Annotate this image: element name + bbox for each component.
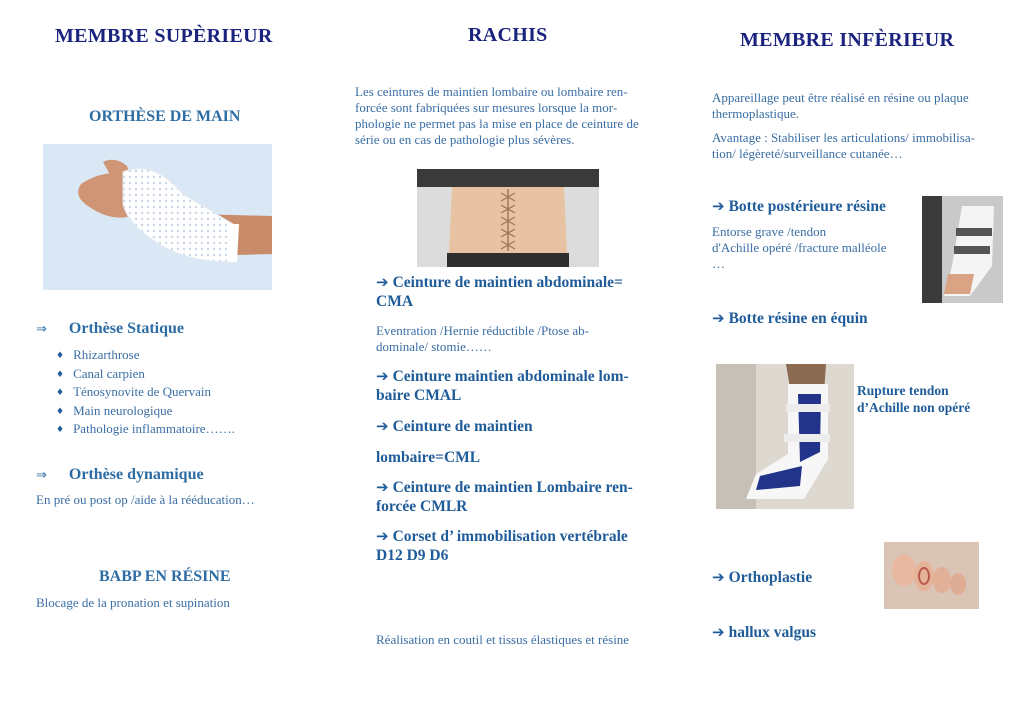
cml-heading: ➔ Ceinture de maintien — [376, 417, 533, 435]
list-item: ♦ Main neurologique — [56, 403, 235, 422]
equinus-boot-photo — [716, 364, 854, 509]
list-item: ♦ Rhizarthrose — [56, 347, 235, 366]
toe-orthoplasty-photo — [884, 542, 979, 609]
rachis-intro: Les ceintures de maintien lombaire ou lombaire ren- forcée sont fabriquées sur mesures lorsque la mor- phologie ne permet pas la mise en place de ceinture de série ou en cas de pathologie plus sévères. — [355, 84, 639, 147]
right-arrow-icon: ➔ — [376, 478, 389, 496]
right-arrow-icon: ➔ — [712, 309, 725, 327]
lumbar-belt-photo — [417, 169, 599, 267]
right-arrow-icon: ➔ — [376, 273, 389, 291]
right-arrow-icon: ➔ — [712, 568, 725, 586]
rupture-label: Rupture tendon d’Achille non opéré — [857, 383, 971, 415]
posterior-boot-photo — [922, 196, 1003, 303]
orthese-dynamique-text: En pré ou post op /aide à la rééducation… — [36, 492, 255, 507]
hand-orthosis-photo — [43, 144, 272, 290]
right-arrow-icon: ➔ — [376, 527, 389, 545]
right-arrow-icon: ➔ — [376, 417, 389, 435]
babp-title: BABP EN RÉSINE — [99, 568, 231, 585]
orthese-dynamique-heading: ⇒ Orthèse dynamique — [36, 466, 204, 483]
cma-heading: ➔ Ceinture de maintien abdominale= CMA — [376, 273, 623, 310]
hallux-valgus-heading: ➔ hallux valgus — [712, 623, 817, 641]
orthoplastie-heading: ➔ Orthoplastie — [712, 568, 813, 586]
orthese-statique-heading: ⇒ Orthèse Statique — [36, 320, 185, 337]
cmal-heading: ➔ Ceinture maintien abdominale lom- baire CMAL — [376, 367, 629, 404]
rachis-title: RACHIS — [468, 24, 548, 46]
list-item: ♦ Ténosynovite de Quervain — [56, 384, 235, 403]
list-item: ♦ Canal carpien — [56, 366, 235, 385]
rachis-footer: Réalisation en coutil et tissus élastiques et résine — [376, 632, 630, 647]
membre-superieur-title: MEMBRE SUPÈRIEUR — [55, 25, 273, 47]
botte-posterieure-heading: ➔ Botte postérieure résine — [712, 197, 886, 215]
membre-inferieur-title: MEMBRE INFÈRIEUR — [740, 29, 955, 51]
double-arrow-icon: ⇒ — [36, 322, 47, 337]
orthese-main-title: ORTHÈSE DE MAIN — [89, 108, 241, 125]
double-arrow-icon: ⇒ — [36, 468, 47, 483]
inferieur-avantage: Avantage : Stabiliser les articulations/ immobilisa- tion/ légèreté/surveillance cutanée… — [712, 130, 975, 161]
right-arrow-icon: ➔ — [376, 367, 389, 385]
babp-text: Blocage de la pronation et supination — [36, 595, 230, 610]
cma-text: Eventration /Hernie réductible /Ptose ab- dominale/ stomie…… — [376, 323, 589, 354]
corset-heading: ➔ Corset d’ immobilisation vertébrale D12 D9 D6 — [376, 527, 628, 564]
inferieur-intro: Appareillage peut être réalisé en résine ou plaque thermoplastique. — [712, 90, 969, 121]
botte-equin-heading: ➔ Botte résine en équin — [712, 309, 868, 327]
list-item: ♦ Pathologie inflammatoire……. — [56, 421, 235, 440]
right-arrow-icon: ➔ — [712, 197, 725, 215]
static-orthosis-list — [56, 347, 235, 440]
cmlr-heading: ➔ Ceinture de maintien Lombaire ren- forcée CMLR — [376, 478, 633, 515]
cml-heading-line2: lombaire=CML — [376, 449, 481, 466]
botte-posterieure-text: Entorse grave /tendon d'Achille opéré /fracture malléole … — [712, 224, 887, 271]
right-arrow-icon: ➔ — [712, 623, 725, 641]
